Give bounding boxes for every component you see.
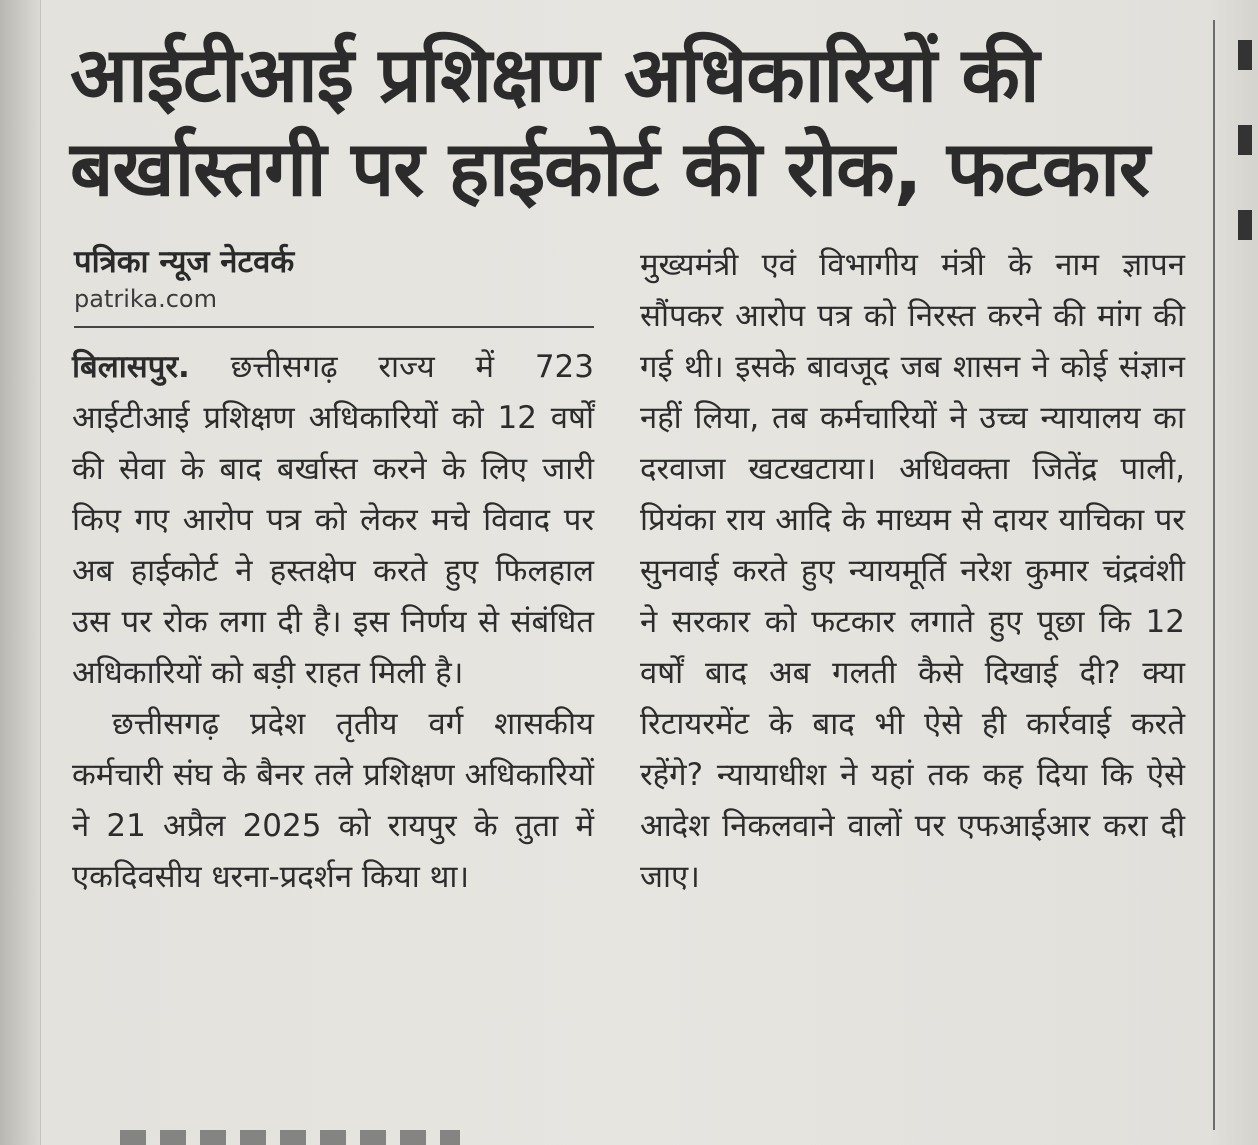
edge-fragment <box>1238 210 1252 240</box>
edge-fragment <box>1238 40 1252 70</box>
article-column-right <box>640 240 1185 903</box>
headline-line-1: आईटीआई प्रशिक्षण अधिकारियों की <box>70 30 1039 119</box>
article-paragraph-3: मुख्यमंत्री एवं विभागीय मंत्री के नाम ज्ञापन सौंपकर आरोप पत्र को निरस्त करने की मांग की गई थी। इसके बावजूद जब शासन ने कोई संज्ञान नहीं लिया, तब कर्मचारियों ने उच्च न्यायालय का दरवाजा खटखटाया। अधिवक्ता जितेंद्र पाली, प्रियंका राय आदि के माध्यम से दायर याचिका पर सुनवाई करते हुए न्यायमूर्ति नरेश कुमार चंद्रवंशी ने सरकार को फटकार लगाते हुए पूछा कि 12 वर्षों बाद अब गलती कैसे दिखाई दी? क्या रिटायरमेंट के बाद भी ऐसे ही कार्रवाई करते रहेंगे? न्यायाधीश ने यहां तक कह दिया कि ऐसे आदेश निकलवाने वालों पर एफआईआर करा दी जाए। <box>640 247 1185 895</box>
page-fold-shadow <box>0 0 41 1145</box>
article-paragraph-1 <box>72 342 594 699</box>
byline-rule <box>74 326 594 328</box>
article-paragraph-2: छत्तीसगढ़ प्रदेश तृतीय वर्ग शासकीय कर्मचारी संघ के बैनर तले प्रशिक्षण अधिकारियों ने 21 अप्रैल 2025 को रायपुर के तुता में एकदिवसीय धरना-प्रदर्शन किया था। <box>72 706 594 895</box>
byline-site: patrika.com <box>74 285 217 313</box>
column-divider <box>1213 20 1215 1130</box>
headline <box>70 28 1190 216</box>
byline-name: पत्रिका न्यूज नेटवर्क <box>74 244 295 280</box>
adjacent-column-fragments <box>1238 40 1258 295</box>
edge-fragment <box>1238 125 1252 155</box>
headline-line-2: बर्खास्तगी पर हाईकोर्ट की रोक, फटकार <box>70 124 1149 213</box>
dateline: बिलासपुर. <box>72 349 190 385</box>
article-column-left <box>72 342 594 903</box>
byline <box>74 240 594 328</box>
paragraph-text: छत्तीसगढ़ राज्य में 723 आईटीआई प्रशिक्षण अधिकारियों को 12 वर्षों की सेवा के बाद बर्खास्त करने के लिए जारी किए गए आरोप पत्र को लेकर मचे विवाद पर अब हाईकोर्ट ने हस्तक्षेप करते हुए फिलहाल उस पर रोक लगा दी है। इस निर्णय से संबंधित अधिकारियों को बड़ी राहत मिली है। <box>72 349 595 691</box>
next-article-fragment <box>120 1130 460 1145</box>
